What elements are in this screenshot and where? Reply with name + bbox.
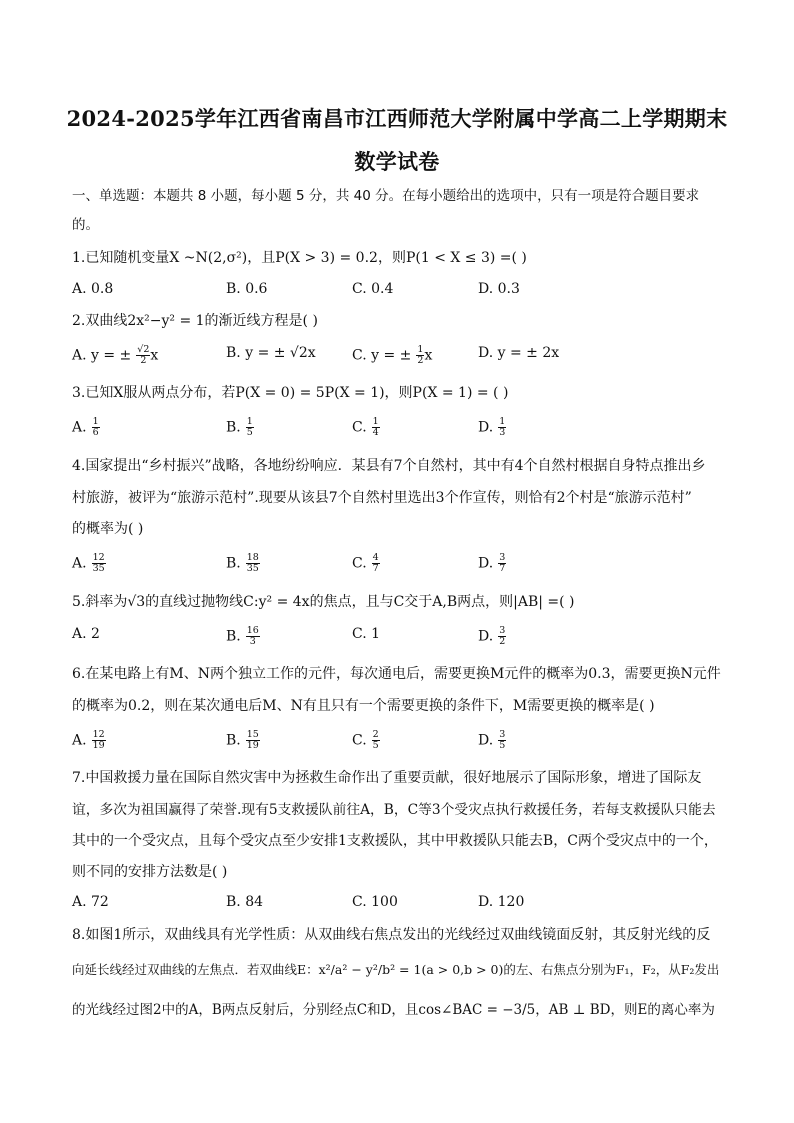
question-3-options [72, 417, 722, 439]
option-a[interactable]: A. 2 [72, 626, 100, 642]
option-a[interactable]: A. $\frac{12}{19}$ [72, 729, 105, 751]
question-6-options [72, 730, 722, 752]
question-1-options [72, 281, 722, 303]
option-a[interactable]: A. 0.8 [72, 281, 114, 297]
question-8-stem-line2: 向延长线经过双曲线的左焦点．若双曲线E：x²/a² − y²/b² = 1(a > 0,b > 0)的左、右焦点分别为F₁，F₂，从F₂发出 [72, 962, 720, 977]
option-d[interactable]: D. $\frac{3}{2}$ [478, 625, 506, 647]
question-6-stem-line1: 6.在某电路上有M、N两个独立工作的元件，每次通电后，需要更换M元件的概率为0.3，需要更换N元件 [72, 666, 721, 682]
exam-title-line1: 2024-2025学年江西省南昌市江西师范大学附属中学高二上学期期末 [66, 106, 728, 131]
section-instructions-line2: 的。 [72, 217, 99, 233]
question-7-stem-line1: 7.中国救援力量在国际自然灾害中为拯救生命作出了重要贡献，很好地展示了国际形象，增进了国际友 [72, 770, 702, 786]
question-3-stem: 3.已知X服从两点分布，若P(X = 0) = 5P(X = 1)，则P(X = 1) = ( ) [72, 385, 509, 401]
question-4-stem-line2: 村旅游，被评为“旅游示范村”.现要从该县7个自然村里选出3个作宣传，则恰有2个村是“旅游示范村” [72, 490, 692, 506]
fraction: $\frac{12}{19}$ [92, 729, 105, 751]
option-b[interactable]: B. $\frac{18}{35}$ [226, 552, 259, 574]
fraction: $\frac{3}{2}$ [499, 625, 506, 647]
option-b[interactable]: B. $\frac{16}{3}$ [226, 625, 259, 647]
section-instructions-line1: 一、单选题：本题共 8 小题，每小题 5 分，共 40 分。在每小题给出的选项中，只有一项是符合题目要求 [72, 188, 700, 204]
exam-title-line2: 数学试卷 [354, 149, 440, 174]
fraction: $\frac{1}{6}$ [92, 416, 99, 438]
question-5-stem: 5.斜率为√3的直线过抛物线C:y² = 4x的焦点，且与C交于A,B两点，则|AB| =( ) [72, 594, 575, 610]
option-a[interactable]: A. 72 [72, 894, 109, 910]
option-b[interactable]: B. 0.6 [226, 281, 268, 297]
option-d[interactable]: D. $\frac{3}{7}$ [478, 552, 506, 574]
option-c[interactable]: C. $\frac{4}{7}$ [352, 552, 379, 574]
fraction: $\frac{16}{3}$ [246, 625, 259, 647]
question-7-stem-line3: 其中的一个受灾点，且每个受灾点至少安排1支救援队，其中甲救援队只能去B，C两个受灾点中的一个， [72, 833, 718, 849]
question-1-stem: 1.已知随机变量X ~N(2,σ²)，且P(X > 3) = 0.2，则P(1 < X ≤ 3) =( ) [72, 250, 527, 266]
option-d[interactable]: D. y = ± 2x [478, 345, 560, 361]
question-7-stem-line4: 则不同的安排方法数是( ) [72, 864, 228, 880]
option-d[interactable]: D. 120 [478, 894, 525, 910]
option-c[interactable]: C. 100 [352, 894, 398, 910]
fraction: $\frac{√2}{2}$ [137, 344, 150, 366]
option-b[interactable]: B. $\frac{1}{5}$ [226, 416, 253, 438]
question-2-stem: 2.双曲线2x²−y² = 1的渐近线方程是( ) [72, 313, 318, 329]
question-4-options [72, 553, 722, 575]
question-6-stem-line2: 的概率为0.2，则在某次通电后M、N有且只有一个需要更换的条件下，M需要更换的概率是( ) [72, 698, 655, 714]
option-c[interactable]: C. 0.4 [352, 281, 394, 297]
question-5-options [72, 626, 722, 648]
fraction: $\frac{1}{4}$ [372, 416, 379, 438]
option-a[interactable]: A. y = ± $\frac{√2}{2}$ x [72, 344, 159, 366]
option-c[interactable]: C. $\frac{2}{5}$ [352, 729, 379, 751]
option-c[interactable]: C. $\frac{1}{4}$ [352, 416, 379, 438]
fraction: $\frac{1}{3}$ [499, 416, 506, 438]
option-d[interactable]: D. $\frac{3}{5}$ [478, 729, 506, 751]
question-4-stem-line1: 4.国家提出“乡村振兴”战略，各地纷纷响应．某县有7个自然村，其中有4个自然村根据自身特点推出乡 [72, 458, 706, 474]
fraction: $\frac{3}{7}$ [499, 552, 506, 574]
option-d[interactable]: D. 0.3 [478, 281, 520, 297]
fraction: $\frac{1}{5}$ [246, 416, 253, 438]
fraction: $\frac{1}{2}$ [417, 344, 424, 366]
option-a[interactable]: A. $\frac{12}{35}$ [72, 552, 105, 574]
fraction: $\frac{18}{35}$ [246, 552, 259, 574]
fraction: $\frac{15}{19}$ [246, 729, 259, 751]
question-4-stem-line3: 的概率为( ) [72, 521, 144, 537]
option-c[interactable]: C. 1 [352, 626, 381, 642]
question-7-stem-line2: 谊，多次为祖国赢得了荣誉.现有5支救援队前往A，B，C等3个受灾点执行救援任务，若每支救援队只能去 [72, 802, 716, 818]
fraction: $\frac{3}{5}$ [499, 729, 506, 751]
question-8-stem-line1: 8.如图1所示，双曲线具有光学性质：从双曲线右焦点发出的光线经过双曲线镜面反射，其反射光线的反 [72, 927, 711, 943]
question-2-options [72, 345, 722, 367]
option-b[interactable]: B. $\frac{15}{19}$ [226, 729, 259, 751]
option-c[interactable]: C. y = ± $\frac{1}{2}$ x [352, 344, 433, 366]
option-b[interactable]: B. 84 [226, 894, 264, 910]
fraction: $\frac{4}{7}$ [372, 552, 379, 574]
option-b[interactable]: B. y = ± √2x [226, 345, 316, 361]
fraction: $\frac{2}{5}$ [372, 729, 379, 751]
option-d[interactable]: D. $\frac{1}{3}$ [478, 416, 506, 438]
fraction: $\frac{12}{35}$ [92, 552, 105, 574]
question-7-options [72, 894, 722, 916]
option-a[interactable]: A. $\frac{1}{6}$ [72, 416, 99, 438]
question-8-stem-line3: 的光线经过图2中的A，B两点反射后，分别经点C和D，且cos∠BAC = −3/5，AB ⊥ BD，则E的离心率为 [72, 1002, 715, 1018]
